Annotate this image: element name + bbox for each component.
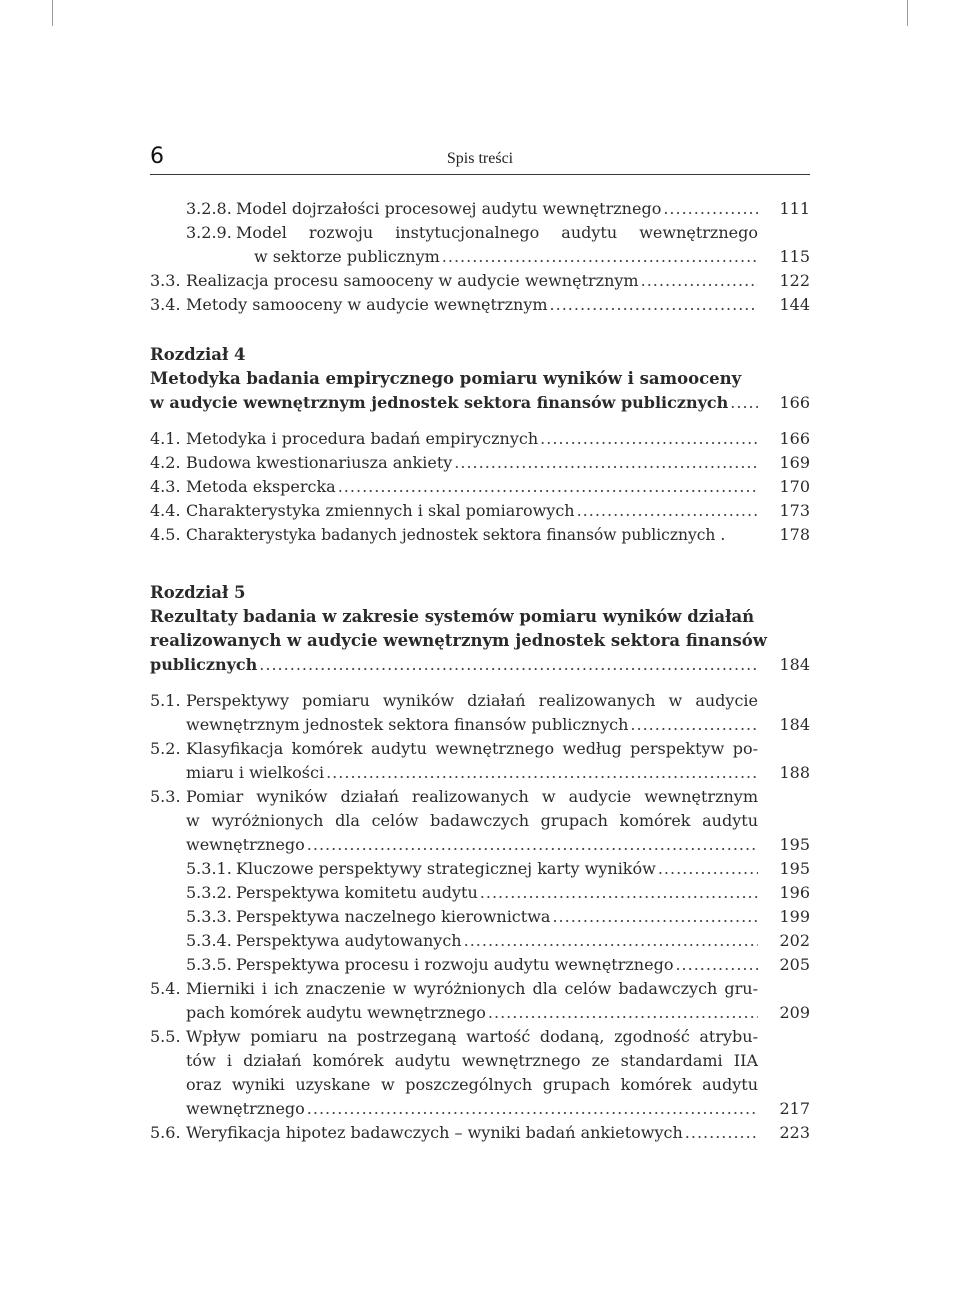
entry-title: Metoda ekspercka [186, 477, 336, 496]
entry-number: 4.4. [150, 501, 181, 520]
toc-entry-3-2-9[interactable] [150, 221, 810, 269]
entry-page: 178 [779, 525, 810, 544]
entry-number: 3.2.9. [186, 223, 232, 242]
chapter-label: Rozdział 5 [150, 583, 246, 602]
toc-entry-4-1[interactable] [150, 427, 810, 451]
entry-number: 5.3.4. [186, 931, 232, 950]
toc-entry-5-3-3[interactable] [150, 905, 810, 929]
chapter-page: 184 [779, 655, 810, 674]
entry-page: 115 [779, 247, 810, 266]
entry-number: 5.5. [150, 1027, 181, 1046]
entry-number: 5.2. [150, 739, 181, 758]
entry-title-line: oraz wyniki uzyskane w poszczególnych grupach komórek audytu [186, 1075, 758, 1094]
entry-page: 223 [779, 1123, 810, 1142]
entry-page: 196 [779, 883, 810, 902]
entry-title: Charakterystyka zmiennych i skal pomiarowych [186, 501, 575, 520]
entry-number: 5.3.1. [186, 859, 232, 878]
entry-page: 111 [779, 199, 810, 218]
chapter-label: Rozdział 4 [150, 345, 246, 364]
entry-title: wewnętrznym jednostek sektora finansów publicznych [186, 715, 629, 734]
entry-title: Perspektywa audytowanych [236, 931, 462, 950]
toc-entry-5-6[interactable] [150, 1121, 810, 1145]
entry-title: Realizacja procesu samooceny w audycie wewnętrznym [186, 271, 639, 290]
entry-number: 3.3. [150, 271, 181, 290]
entry-page: 199 [779, 907, 810, 926]
entry-title-line: Model rozwoju instytucjonalnego audytu wewnętrznego [236, 223, 758, 242]
entry-title-line: Perspektywy pomiaru wyników działań realizowanych w audycie [186, 691, 758, 710]
entry-title: Charakterystyka badanych jednostek sektora finansów publicznych . [186, 526, 726, 544]
entry-title: Budowa kwestionariusza ankiety [186, 453, 453, 472]
entry-page: 170 [779, 477, 810, 496]
table-of-contents [150, 197, 810, 1145]
entry-page: 173 [779, 501, 810, 520]
toc-entry-4-2[interactable] [150, 451, 810, 475]
toc-entry-5-3-2[interactable] [150, 881, 810, 905]
toc-entry-3-2-8[interactable] [150, 197, 810, 221]
entry-title: miaru i wielkości [186, 763, 325, 782]
crop-mark-right [907, 0, 908, 26]
chapter-title: publicznych [150, 655, 258, 674]
entry-number: 3.2.8. [186, 199, 232, 218]
chapter-title-line: Metodyka badania empirycznego pomiaru wyników i samooceny [150, 369, 742, 388]
page-header [150, 146, 810, 175]
entry-number: 5.6. [150, 1123, 181, 1142]
toc-entry-5-3-5[interactable] [150, 953, 810, 977]
entry-title: w sektorze publicznym [254, 247, 440, 266]
entry-title-line: Pomiar wyników działań realizowanych w audycie wewnętrznym [186, 787, 758, 806]
toc-entry-4-5[interactable] [150, 523, 810, 547]
toc-entry-5-4[interactable] [150, 977, 810, 1025]
toc-entry-4-3[interactable] [150, 475, 810, 499]
entry-page: 169 [779, 453, 810, 472]
chapter-title: w audycie wewnętrznym jednostek sektora finansów publicznych [150, 393, 729, 412]
chapter-5-heading[interactable] [150, 581, 810, 677]
entry-number: 5.1. [150, 691, 181, 710]
entry-page: 122 [779, 271, 810, 290]
entry-title-line: w wyróżnionych dla celów badawczych grupach komórek audytu [186, 811, 758, 830]
entry-title: Metody samooceny w audycie wewnętrznym [186, 295, 548, 314]
entry-page: 217 [779, 1099, 810, 1118]
entry-number: 5.3.5. [186, 955, 232, 974]
entry-page: 202 [779, 931, 810, 950]
toc-entry-5-1[interactable] [150, 689, 810, 737]
entry-title: Metodyka i procedura badań empirycznych [186, 429, 539, 448]
entry-page: 195 [779, 859, 810, 878]
entry-title: pach komórek audytu wewnętrznego [186, 1003, 486, 1022]
toc-entry-3-4[interactable] [150, 293, 810, 317]
chapter-title-line: realizowanych w audycie wewnętrznym jednostek sektora finansów [150, 631, 767, 650]
crop-mark-left [52, 0, 53, 26]
entry-title: Model dojrzałości procesowej audytu wewnętrznego [236, 199, 662, 218]
entry-number: 5.4. [150, 979, 181, 998]
page-number: 6 [150, 144, 164, 169]
chapter-page: 166 [779, 393, 810, 412]
entry-number: 5.3.3. [186, 907, 232, 926]
toc-entry-4-4[interactable] [150, 499, 810, 523]
entry-title-line: Klasyfikacja komórek audytu wewnętrznego według perspektyw po- [186, 739, 758, 758]
toc-entry-5-3-1[interactable] [150, 857, 810, 881]
entry-title: wewnętrznego [186, 1099, 305, 1118]
entry-number: 4.2. [150, 453, 181, 472]
entry-title: Perspektywa procesu i rozwoju audytu wewnętrznego [236, 955, 674, 974]
entry-number: 4.1. [150, 429, 181, 448]
entry-number: 5.3.2. [186, 883, 232, 902]
entry-number: 4.5. [150, 525, 181, 544]
chapter-4-heading[interactable] [150, 343, 810, 415]
chapter-title-line: Rezultaty badania w zakresie systemów pomiaru wyników działań [150, 607, 755, 626]
entry-title-line: Mierniki i ich znaczenie w wyróżnionych dla celów badawczych gru- [186, 979, 758, 998]
toc-entry-5-2[interactable] [150, 737, 810, 785]
toc-entry-5-3-4[interactable] [150, 929, 810, 953]
running-title: Spis treści [446, 150, 514, 167]
entry-number: 3.4. [150, 295, 181, 314]
toc-entry-5-3[interactable] [150, 785, 810, 857]
entry-number: 5.3. [150, 787, 181, 806]
toc-entry-5-5[interactable] [150, 1025, 810, 1121]
entry-title: wewnętrznego [186, 835, 305, 854]
entry-title: Kluczowe perspektywy strategicznej karty wyników [236, 859, 656, 878]
entry-page: 188 [779, 763, 810, 782]
entry-title-line: tów i działań komórek audytu wewnętrznego ze standardami IIA [186, 1051, 758, 1070]
entry-number: 4.3. [150, 477, 181, 496]
entry-title: Weryfikacja hipotez badawczych – wyniki badań ankietowych [186, 1123, 683, 1142]
entry-page: 205 [779, 955, 810, 974]
entry-page: 195 [779, 835, 810, 854]
entry-title: Perspektywa naczelnego kierownictwa [236, 907, 551, 926]
entry-page: 184 [779, 715, 810, 734]
entry-title-line: Wpływ pomiaru na postrzeganą wartość dodaną, zgodność atrybu- [186, 1027, 758, 1046]
entry-title: Perspektywa komitetu audytu [236, 883, 478, 902]
entry-page: 144 [779, 295, 810, 314]
entry-page: 166 [779, 429, 810, 448]
entry-page: 209 [779, 1003, 810, 1022]
toc-entry-3-3[interactable] [150, 269, 810, 293]
